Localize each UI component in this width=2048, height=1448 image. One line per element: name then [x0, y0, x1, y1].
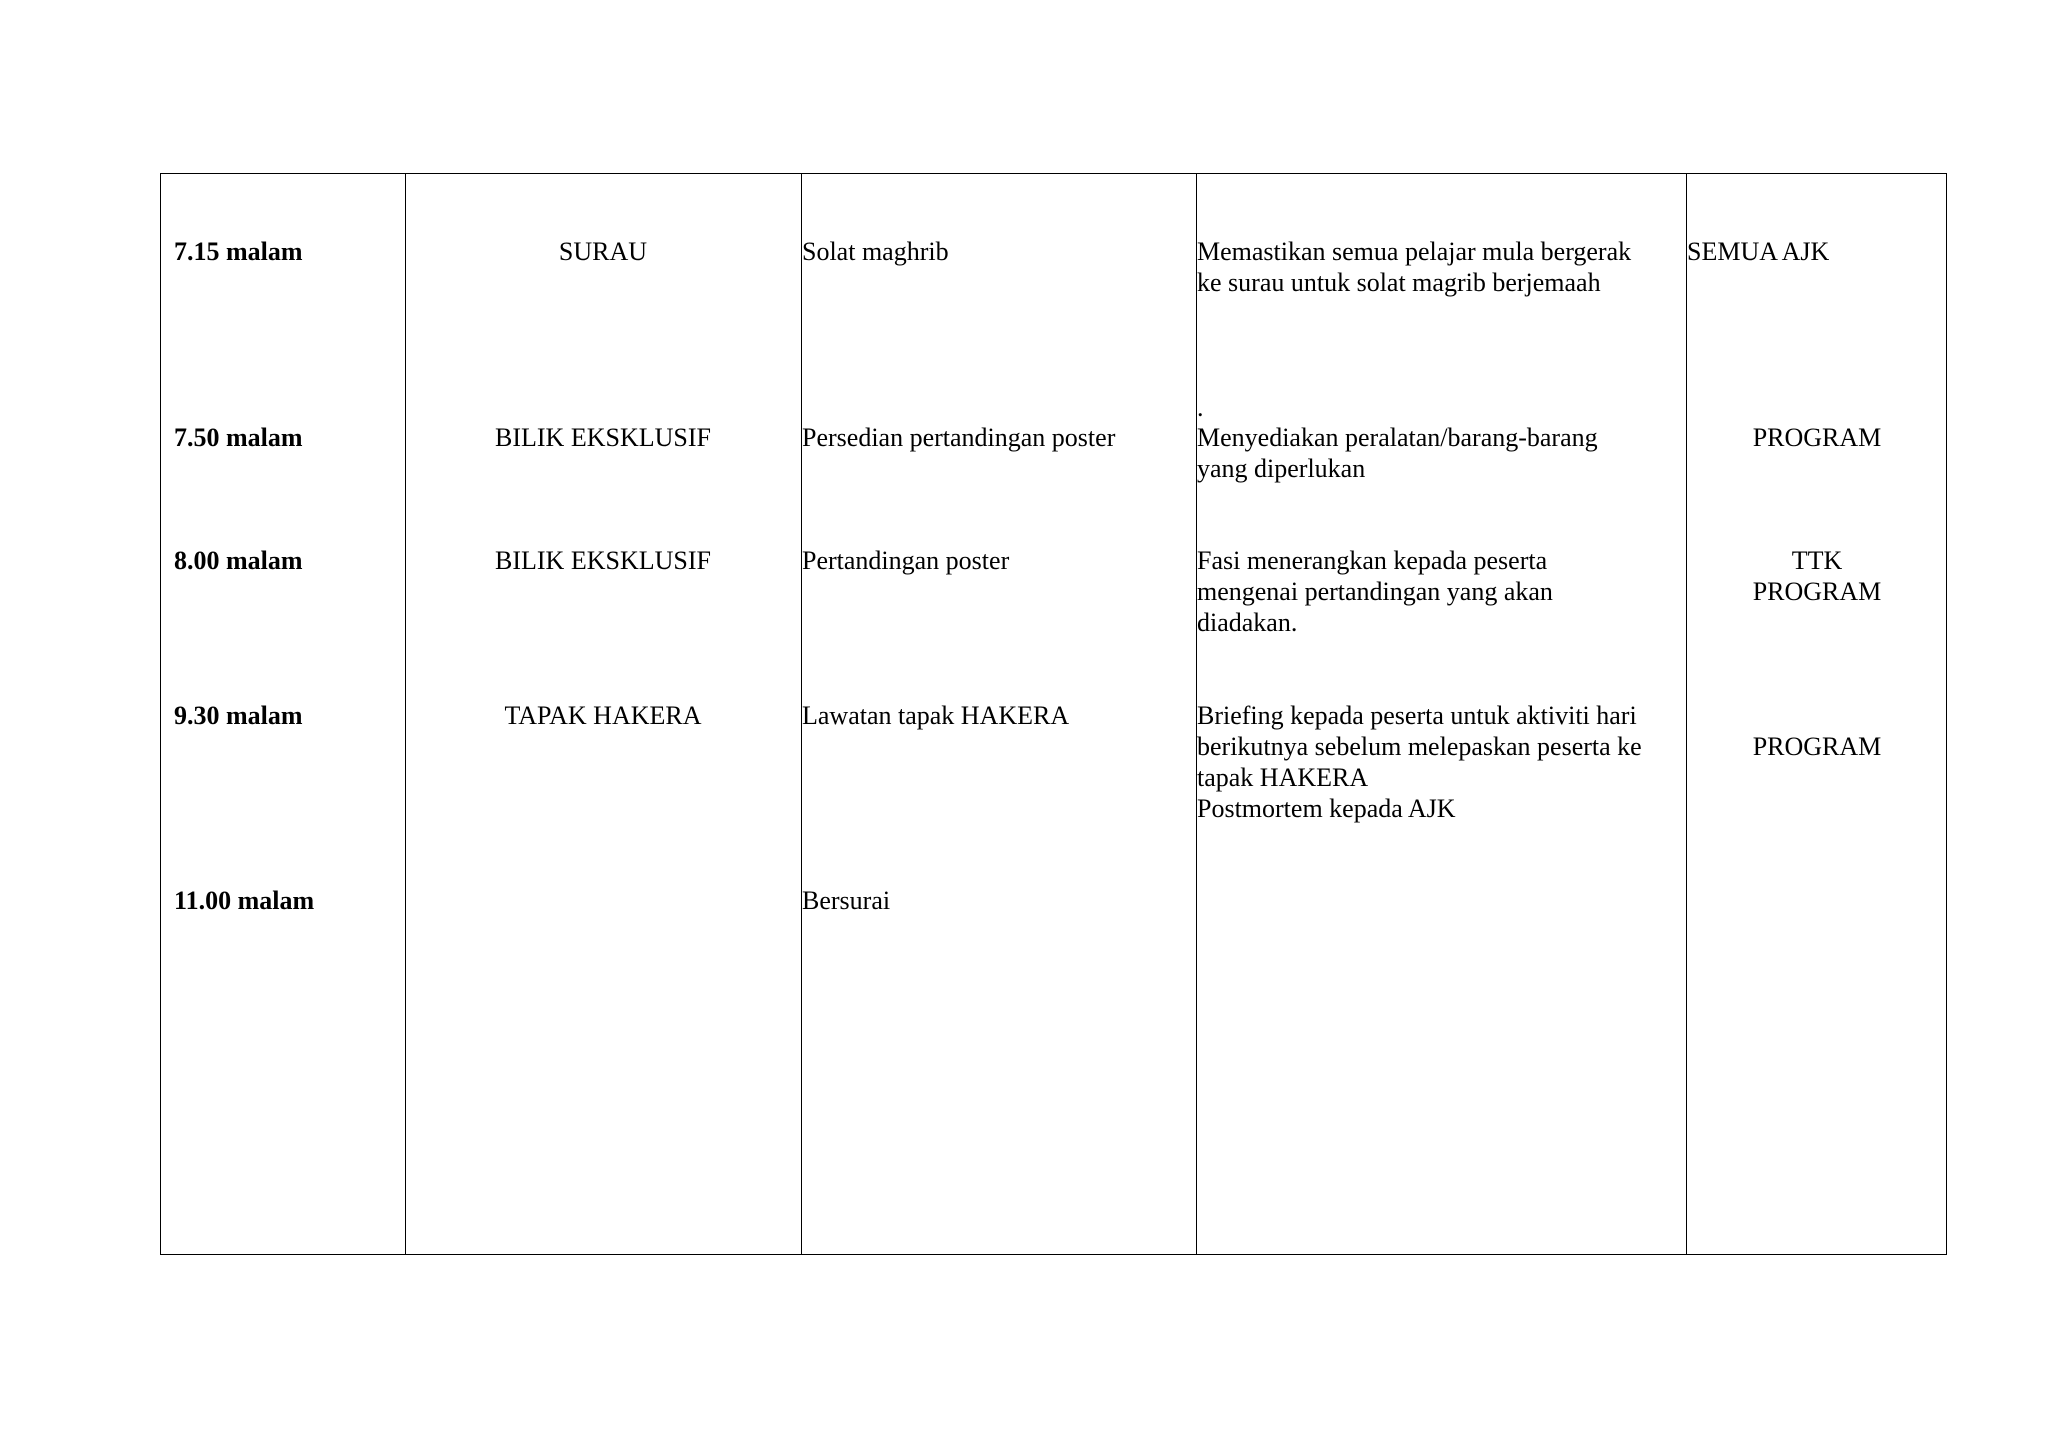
time-cell: 7.15 malam — [174, 237, 303, 266]
time-cell: 8.00 malam — [174, 546, 303, 575]
pic-cell: PROGRAM — [1752, 423, 1882, 452]
time-cell: 9.30 malam — [174, 701, 303, 730]
notes-line: ke surau untuk solat magrib berjemaah — [1197, 268, 1601, 297]
activity-cell: Pertandingan poster — [802, 546, 1010, 575]
notes-line: mengenai pertandingan yang akan — [1197, 577, 1553, 606]
pic-cell — [1687, 545, 1947, 607]
venue-cell: TAPAK HAKERA — [504, 701, 702, 730]
notes-cell — [1197, 393, 1598, 484]
notes-prefix: . — [1197, 393, 1204, 422]
notes-line: yang diperlukan — [1197, 454, 1366, 483]
time-cell: 11.00 malam — [174, 886, 315, 915]
notes-cell — [1197, 236, 1631, 298]
activity-cell: Bersurai — [802, 886, 891, 915]
pic-line: TTK — [1791, 546, 1843, 575]
notes-line: diadakan. — [1197, 608, 1298, 637]
notes-cell — [1197, 545, 1553, 638]
venue-cell: BILIK EKSKLUSIF — [495, 546, 711, 575]
notes-line: Memastikan semua pelajar mula bergerak — [1197, 237, 1632, 266]
activity-cell: Solat maghrib — [802, 237, 949, 266]
notes-line: berikutnya sebelum melepaskan peserta ke — [1197, 732, 1642, 761]
pic-cell: PROGRAM — [1752, 732, 1882, 761]
activity-cell: Persedian pertandingan poster — [802, 423, 1116, 452]
notes-line: Menyediakan peralatan/barang-barang — [1197, 423, 1598, 452]
schedule-table — [160, 173, 1947, 1255]
venue-cell: BILIK EKSKLUSIF — [495, 423, 711, 452]
notes-cell — [1197, 700, 1642, 824]
venue-cell: SURAU — [558, 237, 648, 266]
notes-line: tapak HAKERA — [1197, 763, 1369, 792]
pic-cell: SEMUA AJK — [1687, 237, 1830, 266]
activity-cell: Lawatan tapak HAKERA — [802, 701, 1070, 730]
notes-line: Fasi menerangkan kepada peserta — [1197, 546, 1548, 575]
notes-line: Postmortem kepada AJK — [1197, 794, 1456, 823]
notes-line: Briefing kepada peserta untuk aktiviti hari — [1197, 701, 1637, 730]
time-cell: 7.50 malam — [174, 423, 303, 452]
pic-line: PROGRAM — [1752, 577, 1882, 606]
column-divider — [1686, 174, 1687, 1254]
